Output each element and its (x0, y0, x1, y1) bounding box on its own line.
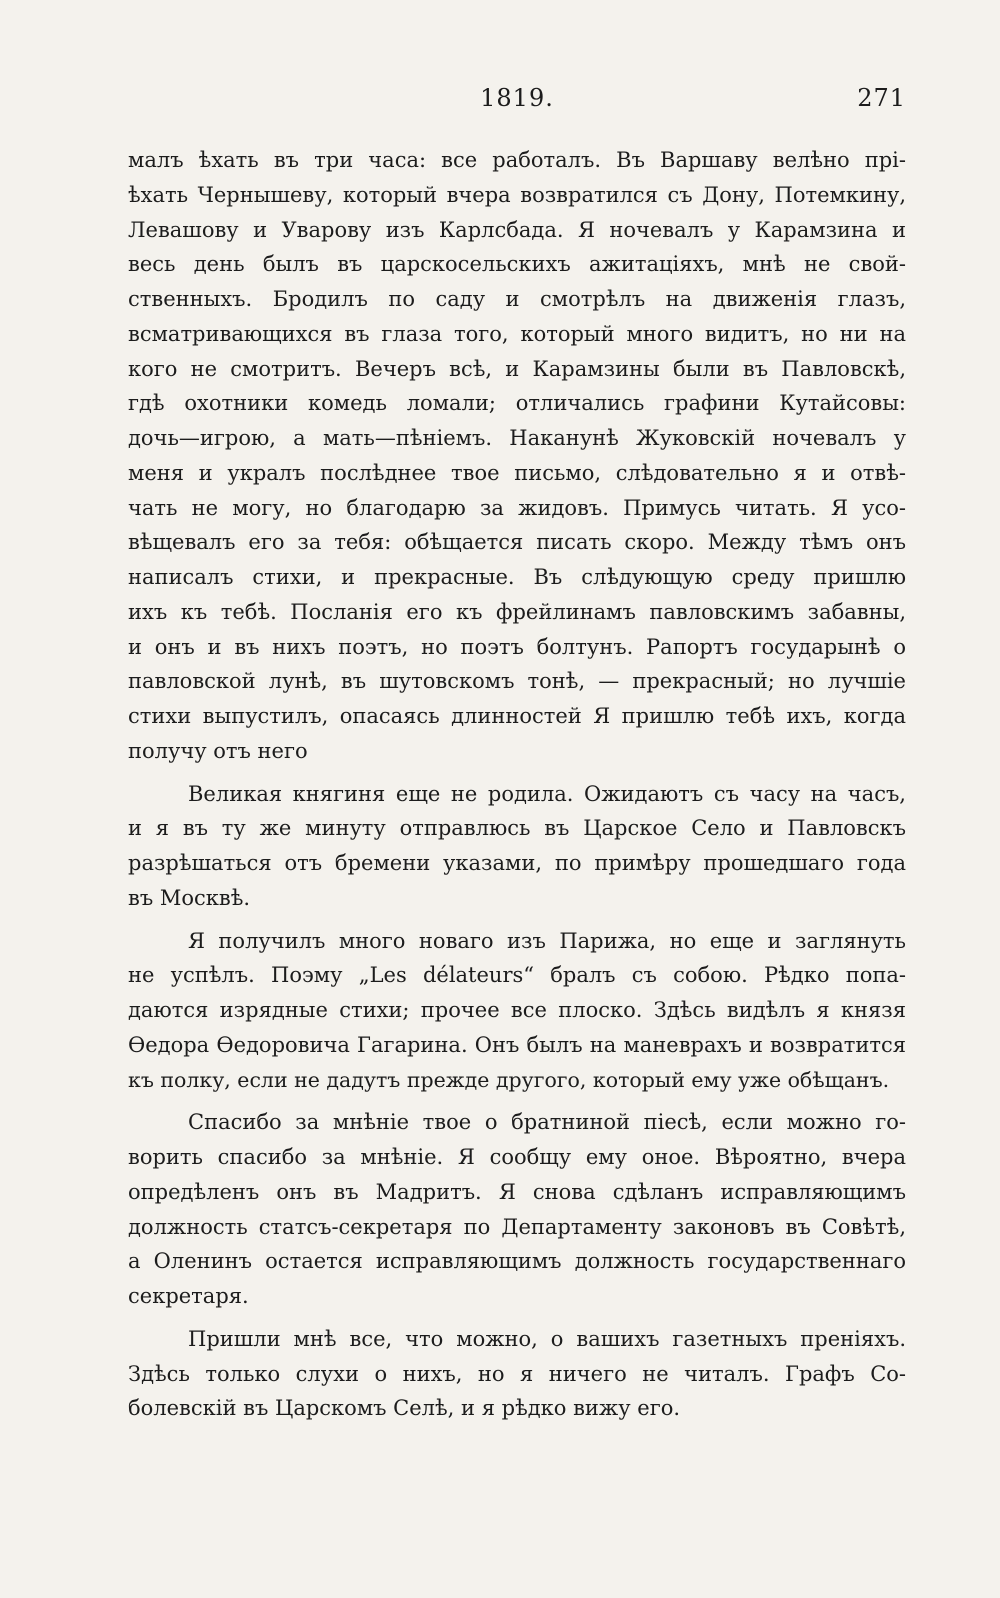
text-line: написалъ стихи, и прекрасные. Въ слѣдующую среду пришлю (128, 565, 906, 589)
text-line: всматривающихся въ глаза того, который много видитъ, но ни на (128, 321, 906, 346)
running-header (128, 84, 906, 120)
text-line: не успѣлъ. Поэму „Les délateurs“ бралъ съ собою. Рѣдко попа- (128, 963, 906, 988)
text-line: и я въ ту же минуту отправлюсь въ Царское Село и Павловскъ (128, 816, 906, 841)
paragraph (128, 777, 906, 916)
text-line: Великая княгиня еще не родила. Ожидаютъ съ часу на часъ, (188, 781, 906, 806)
text-line: въ Москвѣ. (128, 885, 251, 910)
text-line: малъ ѣхать въ три часа: все работалъ. Въ Варшаву велѣно прі- (128, 148, 906, 172)
text-line: павловской лунѣ, въ шутовскомъ тонѣ, — прекрасный; но лучшіе (128, 669, 906, 694)
text-line: ихъ къ тебѣ. Посланія его къ фрейлинамъ павловскимъ забавны, (128, 599, 906, 624)
text-line: стихи выпустилъ, опасаясь длинностей Я пришлю тебѣ ихъ, когда (128, 704, 906, 728)
text-line: Спасибо за мнѣніе твое о братниной піесѣ, если можно го- (188, 1110, 906, 1135)
text-line: Пришли мнѣ все, что можно, о вашихъ газетныхъ преніяхъ. (188, 1326, 906, 1351)
text-line: должность статсъ-секретаря по Департаменту законовъ въ Совѣтѣ, (128, 1214, 906, 1239)
text-line: болевскій въ Царскомъ Селѣ, и я рѣдко вижу его. (128, 1396, 681, 1421)
text-line: дочь—игрою, а мать—пѣніемъ. Наканунѣ Жуковскій ночевалъ у (128, 426, 906, 450)
paragraph (128, 924, 906, 1098)
text-line: ворить спасибо за мнѣніе. Я сообщу ему оное. Вѣроятно, вчера (128, 1145, 906, 1169)
text-line: чать не могу, но благодарю за жидовъ. Примусь читать. Я усо- (128, 495, 906, 520)
paragraph (128, 1105, 906, 1314)
text-line: меня и укралъ послѣднее твое письмо, слѣдовательно я и отвѣ- (128, 460, 906, 485)
text-line: вѣщевалъ его за тебя: обѣщается писать скоро. Между тѣмъ онъ (128, 530, 906, 555)
text-line: секретаря. (128, 1284, 249, 1308)
paragraph (128, 1322, 906, 1426)
text-line: Здѣсь только слухи о нихъ, но я ничего не читалъ. Графъ Со- (128, 1361, 906, 1386)
text-line: получу отъ него (128, 738, 308, 763)
text-body (128, 143, 906, 1426)
text-line: Левашову и Уварову изъ Карлсбада. Я ночевалъ у Карамзина и (128, 217, 906, 242)
text-line: кого не смотритъ. Вечеръ всѣ, и Карамзины были въ Павловскѣ, (128, 356, 906, 381)
text-line: и онъ и въ нихъ поэтъ, но поэтъ болтунъ. Рапортъ государынѣ о (128, 634, 906, 659)
text-line: ѣхать Чернышеву, который вчера возвратился съ Дону, Потемкину, (128, 182, 906, 207)
text-line: ственныхъ. Бродилъ по саду и смотрѣлъ на движенія глазъ, (128, 287, 906, 311)
text-line: къ полку, если не дадутъ прежде другого, который ему уже обѣщанъ. (128, 1067, 890, 1092)
text-line: Ѳедора Ѳедоровича Гагарина. Онъ былъ на маневрахъ и возвратится (128, 1032, 906, 1057)
text-line: весь день былъ въ царскосельскихъ ажитаціяхъ, мнѣ не свой- (128, 252, 906, 277)
page-number: 271 (857, 84, 906, 112)
text-line: даются изрядные стихи; прочее все плоско. Здѣсь видѣлъ я князя (128, 998, 906, 1022)
text-line: Я получилъ много новаго изъ Парижа, но еще и заглянуть (188, 928, 906, 953)
text-line: разрѣшаться отъ бремени указами, по примѣру прошедшаго года (128, 851, 906, 875)
paragraph (128, 143, 906, 769)
text-line: гдѣ охотники комедь ломали; отличались графини Кутайсовы: (128, 391, 906, 416)
header-year: 1819. (480, 84, 554, 112)
text-line: опредѣленъ онъ въ Мадритъ. Я снова сдѣланъ исправляющимъ (128, 1179, 906, 1204)
text-line: а Оленинъ остается исправляющимъ должность государственнаго (128, 1249, 906, 1274)
